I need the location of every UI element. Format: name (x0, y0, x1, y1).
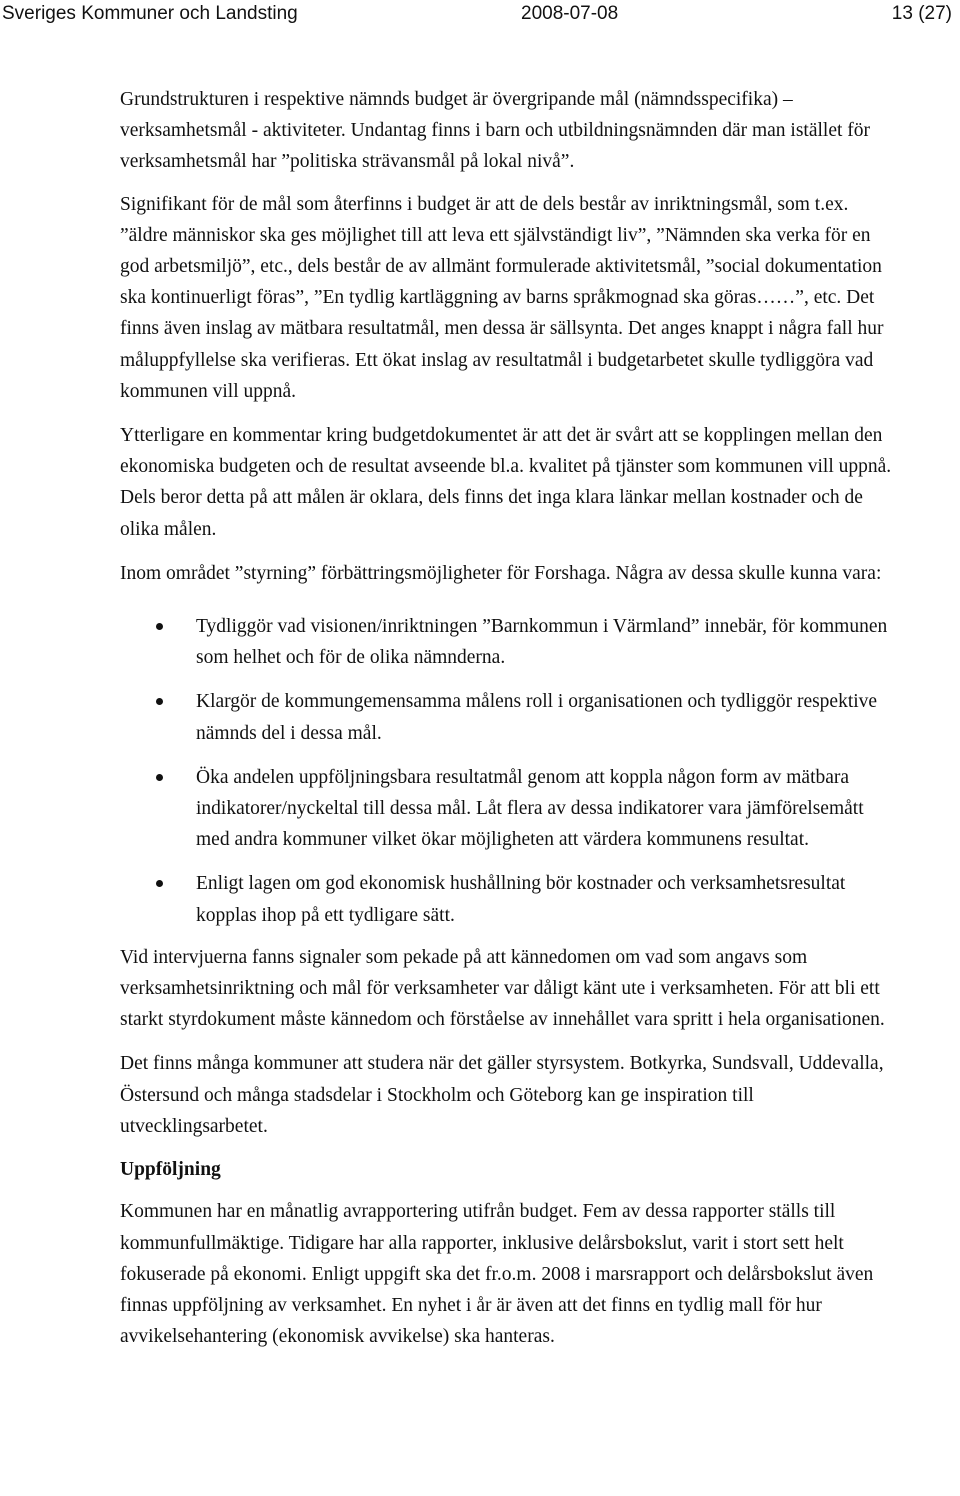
list-item: Enligt lagen om god ekonomisk hushållning bör kostnader och verksamhetsresultat kopplas ihop på ett tydligare sätt. (120, 868, 892, 930)
paragraph-budget-comment: Ytterligare en kommentar kring budgetdokumentet är att det är svårt att se kopplingen mellan den ekonomiska budgeten och de resultat avseende bl.a. kvalitet på tjänster som kommunen vill uppnå. Dels beror detta på att målen är oklara, dels finns det inga klara länkar mellan kostnader och de olika målen. (120, 425, 892, 540)
paragraph-goals: Signifikant för de mål som återfinns i budget är att de dels består av inriktningsmål, som t.ex. ”äldre människor ska ges möjlighet till att leva ett självständigt liv”, ”Nämnden ska verka för en god arbetsmiljö”, etc., dels består de av allmänt formulerade aktivitetsmål, ”social dokumentation ska kontinuerligt föras”, ”En tydlig kartläggning av barns språkmognad ska göras……”, etc. Det finns även inslag av mätbara resultatmål, men dessa är sällsynta. Det anges knappt i några fall hur måluppfyllelse ska verifieras. Ett ökat inslag av resultatmål i budgetarbetet skulle tydliggöra vad kommunen vill uppnå. (120, 193, 884, 402)
paragraph-uppfoljning: Kommunen har en månatlig avrapportering utifrån budget. Fem av dessa rapporter ställs till kommunfullmäktige. Tidigare har alla rapporter, inklusive delårsbokslut, varit i stort sett helt fokuserade på ekonomi. Enligt uppgift ska det fr.o.m. 2008 i marsrapport och delårsbokslut även finnas uppföljning av verksamhet. En nyhet i år är även att det finns en tydlig mall för hur avvikelsehantering (ekonomisk avvikelse) ska hanteras. (120, 1201, 874, 1348)
header-page-number: 13 (27) (891, 3, 952, 24)
header-organization: Sveriges Kommuner och Landsting (2, 3, 298, 24)
paragraph-budget-structure: Grundstrukturen i respektive nämnds budget är övergripande mål (nämndsspecifika) – verksamhetsmål - aktiviteter. Undantag finns i barn och utbildningsnämnden där man istället för verksamhetsmål har ”politiska strävansmål på lokal nivå”. (120, 89, 871, 173)
section-heading-uppfoljning: Uppföljning (120, 1159, 221, 1181)
header-date: 2008-07-08 (521, 3, 619, 24)
bullet-icon (156, 774, 163, 781)
bullet-icon (156, 698, 163, 705)
paragraph-improvements-intro: Inom området ”styrning” förbättringsmöjligheter för Forshaga. Några av dessa skulle kunna vara: (120, 562, 882, 584)
list-item: Klargör de kommungemensamma målens roll i organisationen och tydliggör respektive nämnds del i dessa mål. (120, 686, 892, 748)
improvement-list (120, 611, 892, 931)
document-body (120, 84, 892, 1352)
list-item: Tydliggör vad visionen/inriktningen ”Barnkommun i Värmland” innebär, för kommunen som helhet och för de olika nämnderna. (120, 611, 892, 673)
bullet-icon (156, 623, 163, 630)
paragraph-other-municipalities: Det finns många kommuner att studera när det gäller styrsystem. Botkyrka, Sundsvall, Uddevalla, Östersund och många stadsdelar i Stockholm och Göteborg kan ge inspiration till utvecklingsarbetet. (120, 1053, 884, 1137)
list-item: Öka andelen uppföljningsbara resultatmål genom att koppla någon form av mätbara indikatorer/nyckeltal till dessa mål. Låt flera av dessa indikatorer vara jämförelsemått med andra kommuner vilket ökar möjligheten att värdera kommunens resultat. (120, 762, 892, 856)
bullet-icon (156, 880, 163, 887)
paragraph-interviews: Vid intervjuerna fanns signaler som pekade på att kännedomen om vad som angavs som verksamhetsinriktning och mål för verksamheter var dåligt känt ute i verksamheten. För att bli ett starkt styrdokument måste kännedom och förståelse av innehållet vara spritt i hela organisationen. (120, 946, 885, 1031)
page-header (0, 0, 960, 30)
